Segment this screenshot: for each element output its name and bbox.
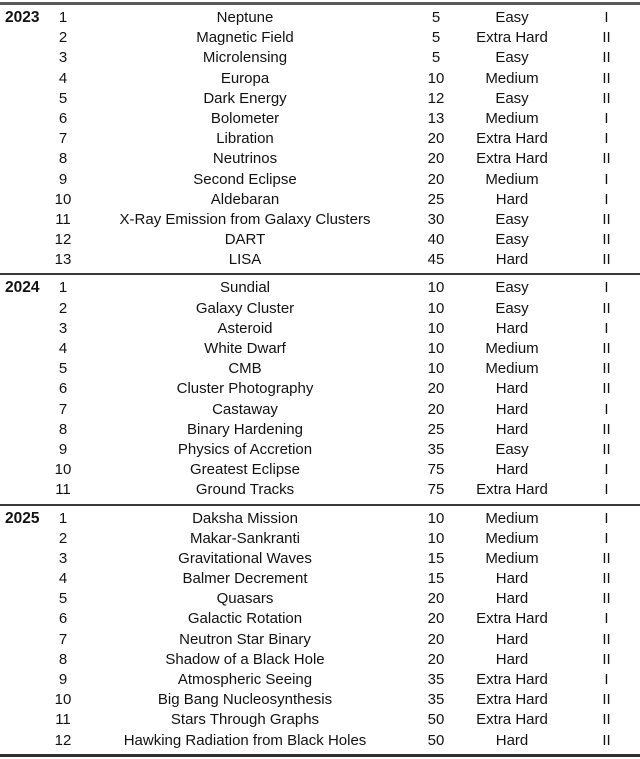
difficulty-cell: Hard [495, 251, 529, 269]
points-cell: 25 [427, 190, 445, 208]
difficulty-cell: Easy [495, 89, 529, 107]
problem-name-cell: Physics of Accretion [177, 440, 313, 458]
points-cell: 35 [427, 691, 445, 709]
year-cell [0, 549, 48, 569]
difficulty-cell: Hard [495, 650, 529, 668]
difficulty-cell: Hard [495, 380, 529, 398]
table-row [0, 710, 640, 730]
table-row [0, 339, 640, 359]
problem-name-cell: Makar-Sankranti [189, 529, 301, 547]
points-cell: 20 [427, 630, 445, 648]
table-row [0, 420, 640, 440]
difficulty-cell: Easy [495, 440, 529, 458]
year-cell [0, 210, 48, 230]
problem-number-cell: 7 [58, 630, 68, 648]
problem-number-cell: 1 [58, 279, 68, 297]
group-cell: II [602, 89, 611, 107]
difficulty-cell: Extra Hard [476, 150, 548, 168]
group-cell: II [602, 590, 611, 608]
difficulty-cell: Easy [495, 231, 529, 249]
year-cell [0, 420, 48, 440]
points-cell: 10 [427, 69, 445, 87]
problem-name-cell: Ground Tracks [195, 481, 295, 499]
year-cell [0, 48, 48, 68]
problem-name-cell: Gravitational Waves [178, 549, 312, 567]
year-cell [0, 129, 48, 149]
year-cell [0, 480, 48, 500]
group-cell: I [604, 481, 609, 499]
points-cell: 20 [427, 650, 445, 668]
table-row [0, 28, 640, 48]
group-cell: II [602, 420, 611, 438]
difficulty-cell: Hard [495, 731, 529, 749]
problem-number-cell: 9 [58, 170, 68, 188]
difficulty-cell: Easy [495, 279, 529, 297]
points-cell: 5 [431, 29, 441, 47]
difficulty-cell: Extra Hard [476, 691, 548, 709]
points-cell: 20 [427, 130, 445, 148]
problem-number-cell: 2 [58, 29, 68, 47]
problem-number-cell: 7 [58, 130, 68, 148]
table-row [0, 89, 640, 109]
problem-name-cell: Neutrinos [212, 150, 278, 168]
year-cell [0, 319, 48, 339]
points-cell: 20 [427, 380, 445, 398]
year-cell [0, 440, 48, 460]
difficulty-cell: Easy [495, 9, 529, 26]
group-cell: I [604, 130, 609, 148]
table-row [0, 69, 640, 89]
group-cell: II [602, 650, 611, 668]
problem-number-cell: 5 [58, 590, 68, 608]
year-section-2024 [0, 273, 640, 503]
table-row [0, 230, 640, 250]
problems-table [0, 2, 640, 757]
group-cell: II [602, 251, 611, 269]
points-cell: 20 [427, 400, 445, 418]
difficulty-cell: Medium [485, 340, 539, 357]
year-cell [0, 589, 48, 609]
difficulty-cell: Easy [495, 49, 529, 67]
points-cell: 10 [427, 279, 445, 297]
group-cell: I [604, 671, 609, 688]
problem-name-cell: Balmer Decrement [182, 570, 308, 588]
problem-number-cell: 2 [58, 299, 68, 317]
year-cell [0, 630, 48, 650]
problem-number-cell: 8 [58, 650, 68, 668]
year-cell [0, 400, 48, 420]
table-row [0, 299, 640, 319]
year-cell [0, 299, 48, 319]
table-row [0, 549, 640, 569]
table-row [0, 250, 640, 270]
difficulty-cell: Extra Hard [476, 29, 548, 47]
problem-number-cell: 12 [54, 731, 72, 749]
difficulty-cell: Hard [495, 420, 529, 438]
group-cell: I [604, 509, 609, 527]
problem-name-cell: Binary Hardening [187, 420, 303, 438]
points-cell: 10 [427, 529, 445, 547]
problem-number-cell: 10 [54, 190, 72, 208]
problem-number-cell: 6 [58, 610, 68, 628]
year-cell [0, 170, 48, 190]
group-cell: I [604, 190, 609, 208]
year-cell [0, 359, 48, 379]
table-row [0, 278, 640, 298]
table-row [0, 210, 640, 230]
problem-number-cell: 2 [58, 529, 68, 547]
points-cell: 35 [427, 671, 445, 688]
problem-number-cell: 8 [58, 420, 68, 438]
table-row [0, 480, 640, 500]
difficulty-cell: Easy [495, 299, 529, 317]
table-row [0, 690, 640, 710]
year-cell: 2024 [5, 279, 40, 297]
table-row [0, 149, 640, 169]
year-cell [0, 109, 48, 129]
group-cell: I [604, 279, 609, 297]
table-row [0, 440, 640, 460]
year-cell [0, 690, 48, 710]
group-cell: I [604, 610, 609, 628]
year-cell [0, 339, 48, 359]
group-cell: II [602, 150, 611, 168]
problem-name-cell: Quasars [216, 590, 274, 608]
problem-number-cell: 11 [55, 711, 71, 729]
problem-name-cell: Daksha Mission [192, 509, 298, 527]
group-cell: II [602, 231, 611, 249]
group-cell: I [604, 400, 609, 418]
problem-name-cell: Europa [220, 69, 270, 87]
group-cell: II [602, 711, 611, 729]
problem-number-cell: 6 [58, 380, 68, 398]
difficulty-cell: Hard [495, 461, 529, 479]
points-cell: 40 [427, 231, 445, 249]
table-row [0, 359, 640, 379]
table-row [0, 400, 640, 420]
difficulty-cell: Extra Hard [476, 130, 548, 148]
problem-number-cell: 11 [55, 481, 71, 499]
difficulty-cell: Hard [495, 630, 529, 648]
difficulty-cell: Hard [495, 400, 529, 418]
table-row [0, 529, 640, 549]
problem-name-cell: X-Ray Emission from Galaxy Clusters [119, 210, 371, 228]
problem-name-cell: Hawking Radiation from Black Holes [123, 731, 367, 749]
points-cell: 10 [427, 340, 445, 357]
table-row [0, 509, 640, 529]
table-row [0, 109, 640, 129]
group-cell: II [602, 49, 611, 67]
points-cell: 20 [427, 610, 445, 628]
problem-number-cell: 6 [58, 109, 68, 127]
points-cell: 30 [427, 210, 445, 228]
problem-name-cell: Asteroid [217, 319, 273, 337]
problem-name-cell: Big Bang Nucleosynthesis [157, 691, 333, 709]
problem-name-cell: Second Eclipse [193, 170, 297, 188]
problem-number-cell: 4 [58, 69, 68, 87]
difficulty-cell: Easy [495, 210, 529, 228]
table-row [0, 129, 640, 149]
difficulty-cell: Hard [495, 590, 529, 608]
problem-number-cell: 11 [55, 210, 71, 228]
points-cell: 25 [427, 420, 445, 438]
table-row [0, 569, 640, 589]
problem-name-cell: Cluster Photography [176, 380, 314, 398]
year-cell [0, 89, 48, 109]
problem-name-cell: LISA [228, 251, 262, 269]
group-cell: I [604, 319, 609, 337]
group-cell: I [604, 461, 609, 479]
problem-name-cell: White Dwarf [204, 340, 286, 357]
group-cell: II [602, 570, 611, 588]
difficulty-cell: Medium [485, 529, 539, 547]
table-row [0, 379, 640, 399]
table-row [0, 589, 640, 609]
problem-name-cell: Microlensing [202, 49, 288, 67]
group-cell: II [602, 340, 611, 357]
year-cell [0, 69, 48, 89]
problem-number-cell: 12 [54, 231, 72, 249]
problem-name-cell: Shadow of a Black Hole [165, 650, 325, 668]
table-row [0, 731, 640, 751]
points-cell: 75 [427, 481, 445, 499]
group-cell: II [602, 630, 611, 648]
problem-name-cell: Atmospheric Seeing [177, 671, 313, 688]
problem-name-cell: Neutron Star Binary [179, 630, 311, 648]
problem-number-cell: 3 [58, 319, 68, 337]
problem-name-cell: CMB [228, 360, 262, 378]
table-row [0, 170, 640, 190]
group-cell: II [602, 299, 611, 317]
problem-name-cell: Greatest Eclipse [189, 461, 301, 479]
difficulty-cell: Extra Hard [476, 711, 548, 729]
difficulty-cell: Hard [495, 190, 529, 208]
problem-number-cell: 4 [58, 570, 68, 588]
points-cell: 45 [427, 251, 445, 269]
problem-number-cell: 9 [58, 671, 68, 688]
table-row [0, 630, 640, 650]
points-cell: 50 [427, 711, 445, 729]
year-cell: 2023 [5, 9, 40, 26]
year-cell: 2025 [5, 509, 40, 527]
problem-name-cell: Galactic Rotation [187, 610, 303, 628]
problems-table-body [0, 5, 640, 754]
points-cell: 10 [427, 319, 445, 337]
difficulty-cell: Medium [485, 109, 539, 127]
points-cell: 5 [431, 9, 441, 26]
problem-number-cell: 3 [58, 549, 68, 567]
table-row [0, 319, 640, 339]
difficulty-cell: Medium [485, 170, 539, 188]
year-cell [0, 230, 48, 250]
difficulty-cell: Extra Hard [476, 671, 548, 688]
problem-name-cell: Aldebaran [210, 190, 280, 208]
group-cell: II [602, 29, 611, 47]
group-cell: II [602, 691, 611, 709]
problem-number-cell: 10 [54, 461, 72, 479]
year-cell [0, 190, 48, 210]
year-section-2023 [0, 5, 640, 273]
problem-number-cell: 1 [58, 509, 68, 527]
difficulty-cell: Medium [485, 509, 539, 527]
year-cell [0, 569, 48, 589]
problem-name-cell: Stars Through Graphs [170, 711, 320, 729]
year-cell [0, 710, 48, 730]
points-cell: 50 [427, 731, 445, 749]
points-cell: 15 [427, 549, 445, 567]
difficulty-cell: Medium [485, 360, 539, 378]
problem-number-cell: 7 [58, 400, 68, 418]
difficulty-cell: Medium [485, 69, 539, 87]
difficulty-cell: Hard [495, 570, 529, 588]
difficulty-cell: Extra Hard [476, 610, 548, 628]
group-cell: II [602, 69, 611, 87]
year-cell [0, 609, 48, 629]
problem-name-cell: DART [224, 231, 266, 249]
difficulty-cell: Extra Hard [476, 481, 548, 499]
points-cell: 35 [427, 440, 445, 458]
problem-number-cell: 5 [58, 360, 68, 378]
group-cell: I [604, 109, 609, 127]
points-cell: 12 [427, 89, 445, 107]
problem-number-cell: 3 [58, 49, 68, 67]
year-cell [0, 28, 48, 48]
points-cell: 10 [427, 509, 445, 527]
table-row [0, 190, 640, 210]
points-cell: 5 [431, 49, 441, 67]
year-cell [0, 650, 48, 670]
difficulty-cell: Medium [485, 549, 539, 567]
year-cell [0, 670, 48, 690]
problem-name-cell: Castaway [212, 400, 278, 418]
problem-name-cell: Bolometer [210, 109, 280, 127]
problem-number-cell: 1 [58, 9, 68, 26]
year-section-2025 [0, 504, 640, 754]
points-cell: 13 [427, 109, 445, 127]
points-cell: 75 [427, 461, 445, 479]
problem-number-cell: 5 [58, 89, 68, 107]
problem-number-cell: 13 [54, 251, 72, 269]
year-cell [0, 250, 48, 270]
problem-name-cell: Neptune [216, 9, 274, 26]
difficulty-cell: Hard [495, 319, 529, 337]
problem-number-cell: 8 [58, 150, 68, 168]
year-cell [0, 379, 48, 399]
group-cell: II [602, 440, 611, 458]
group-cell: II [602, 380, 611, 398]
group-cell: II [602, 210, 611, 228]
problem-name-cell: Sundial [219, 279, 271, 297]
table-row [0, 609, 640, 629]
points-cell: 10 [427, 299, 445, 317]
year-cell [0, 731, 48, 751]
points-cell: 20 [427, 590, 445, 608]
table-row [0, 670, 640, 690]
problem-name-cell: Libration [216, 130, 274, 148]
problem-number-cell: 10 [54, 691, 72, 709]
year-cell [0, 460, 48, 480]
table-row [0, 460, 640, 480]
table-row [0, 48, 640, 68]
points-cell: 15 [427, 570, 445, 588]
problem-number-cell: 9 [58, 440, 68, 458]
problem-name-cell: Magnetic Field [196, 29, 294, 47]
table-row [0, 8, 640, 28]
group-cell: II [602, 360, 611, 378]
group-cell: II [602, 549, 611, 567]
problem-name-cell: Galaxy Cluster [195, 299, 295, 317]
points-cell: 20 [427, 150, 445, 168]
table-row [0, 650, 640, 670]
year-cell [0, 529, 48, 549]
year-cell [0, 149, 48, 169]
points-cell: 10 [427, 360, 445, 378]
group-cell: I [604, 9, 609, 26]
group-cell: I [604, 529, 609, 547]
problem-name-cell: Dark Energy [203, 89, 287, 107]
group-cell: II [602, 731, 611, 749]
problem-number-cell: 4 [58, 340, 68, 357]
group-cell: I [604, 170, 609, 188]
points-cell: 20 [427, 170, 445, 188]
